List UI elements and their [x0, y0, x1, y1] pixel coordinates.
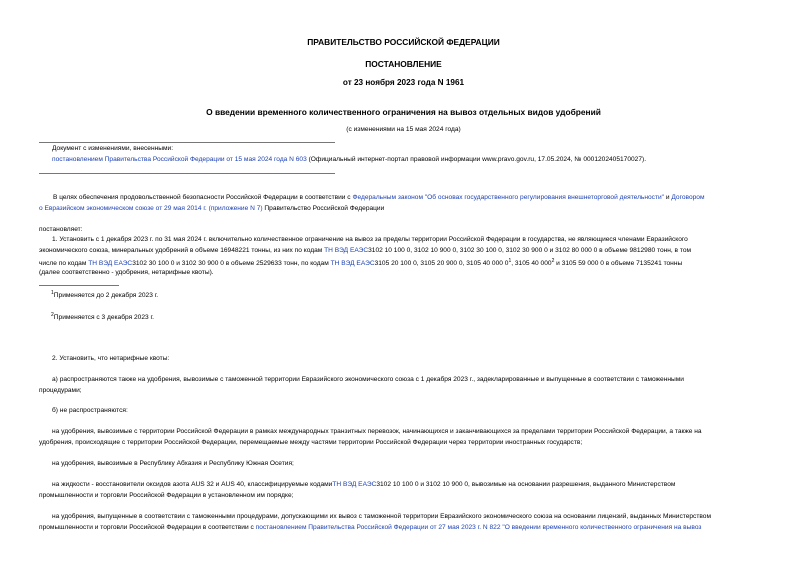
footnote-ref-1[interactable]: 1	[508, 258, 512, 264]
tn-ved-link[interactable]: ТН ВЭД ЕАЭС	[330, 260, 375, 268]
footnote-1	[51, 288, 158, 301]
p1-line2-text: экономического союза, минеральных удобрений в объеме 16948221 тонны, из них по кодам	[39, 247, 325, 254]
p2-b4-line1: на удобрения, выпущенные в соответствии с таможенными процедурами, допускающими их вывоз с таможенной территории Евразийского экономического союза на основании лицензий, выданных Министерством	[52, 513, 712, 520]
p2-b3-text: на жидкости - восстановители оксидов азота AUS 32 и AUS 40, классифицируемые кодами	[52, 481, 333, 488]
p2-b-intro: б) не распространяются:	[52, 407, 128, 414]
government-heading: ПРАВИТЕЛЬСТВО РОССИЙСКОЙ ФЕДЕРАЦИИ	[307, 37, 500, 47]
p1-line3-codes2: 3105 20 100 0, 3105 20 900 0, 3105 40 000 0	[374, 260, 509, 268]
p1-line1: 1. Установить с 1 декабря 2023 г. по 31 мая 2024 г. включительно количественное ограничение на вывоз за пределы территории Российской Федерации в государства, не являющиеся членами Евразийского	[52, 236, 688, 243]
footnote-divider	[39, 285, 119, 286]
p2-b4-text: промышленности и торговли Российской Федерации в соответствии с	[39, 524, 256, 531]
amending-resolution-link[interactable]: постановлением Правительства Российской Федерации от 15 мая 2024 года N 603	[52, 156, 307, 163]
p2-b1-line1: на удобрения, вывозимые с территории Российской Федерации в рамках международных транзитных перевозок, начинающихся и заканчивающихся за пределами территории Российской Федерации, а также на	[52, 428, 702, 435]
footnote-1-text: Применяется до 2 декабря 2023 г.	[53, 292, 159, 300]
p1-line3-codes: 3102 30 100 0 и 3102 30 900 0 в объеме 2529633 тонн, по кодам	[132, 260, 331, 268]
footnote-mark-1: 1	[51, 290, 54, 296]
date-number-heading: от 23 ноября 2023 года N 1961	[342, 78, 465, 87]
preamble-text: В целях обеспечения продовольственной безопасности Российской Федерации в соответствии с	[53, 194, 353, 201]
p1-line2	[39, 245, 691, 256]
preamble-text-and: и	[664, 194, 672, 201]
treaty-link-part1[interactable]: Договором	[671, 194, 705, 201]
federal-law-link[interactable]: Федеральным законом "Об основах государственного регулирования внешнеторговой деятельности"	[352, 194, 665, 201]
p2-intro: 2. Установить, что нетарифные квоты:	[52, 355, 170, 362]
footnote-ref-2[interactable]: 2	[551, 258, 555, 264]
p1-line3-tail: и 3105 59 000 0 в объеме 7135241 тонны	[554, 260, 683, 268]
p2-a-line1: а) распространяются также на удобрения, вывозимые с таможенной территории Евразийского экономического союза с 1 декабря 2023 г., задекларированные и выпущенные в соответствии с таможенными	[52, 376, 684, 383]
p2-b4-line2	[39, 522, 701, 533]
preamble-text-end: Правительство Российской Федерации	[262, 205, 385, 212]
p1-line3-codes3: , 3105 40 000	[511, 260, 552, 268]
document-title: О введении временного количественного ограничения на вывоз отдельных видов удобрений	[206, 107, 601, 117]
changes-line	[52, 154, 646, 165]
p1-line4: (далее соответственно - удобрения, нетарифные квоты).	[39, 269, 214, 276]
footnote-mark-2: 2	[51, 312, 54, 318]
p1-line2-codes: 3102 10 100 0, 3102 10 900 0, 3102 30 100 0, 3102 30 900 0 и 3102 80 000 0 в объеме 9812980 тонн, в том	[368, 247, 692, 254]
p2-a-line2: процедурами;	[39, 387, 82, 394]
tn-ved-link[interactable]: ТН ВЭД ЕАЭС	[332, 481, 377, 488]
treaty-link-part2[interactable]: о Евразийском экономическом союзе от 29 мая 2014 г. (приложение N 7)	[39, 205, 263, 212]
p2-b1-line2: удобрения, происходящие с территории Российской Федерации, перемещаемые между частями территории Российской Федерации через территории иностранных государств;	[39, 439, 583, 446]
p2-b3-line1	[52, 479, 675, 490]
p1-line3-text: числе по кодам	[39, 260, 89, 268]
preamble	[39, 192, 768, 214]
p2-b2: на удобрения, вывозимые в Республику Абхазия и Республику Южная Осетия;	[52, 460, 294, 467]
changes-source: (Официальный интернет-портал правовой информации www.pravo.gov.ru, 17.05.2024, № 0001202405170027).	[306, 156, 647, 163]
tn-ved-link[interactable]: ТН ВЭД ЕАЭС	[88, 260, 133, 268]
changes-label: Документ с изменениями, внесенными:	[52, 145, 174, 152]
amendment-note: (с изменениями на 15 мая 2024 года)	[346, 126, 461, 133]
doc-type-heading: ПОСТАНОВЛЕНИЕ	[365, 59, 442, 69]
tn-ved-link[interactable]: ТН ВЭД ЕАЭС	[324, 247, 369, 254]
footnote-2	[51, 310, 154, 323]
resolution-822-link[interactable]: постановлением Правительства Российской Федерации от 27 мая 2023 г. N 822 "О введении временного количественного ограничения на вывоз	[255, 524, 702, 531]
resolves-word: постановляет:	[39, 226, 83, 233]
p2-b3-codes: 3102 10 100 0 и 3102 10 900 0, вывозимые на основании разрешения, выданного Министерством	[376, 481, 676, 488]
p2-b3-line2: промышленности и торговли Российской Федерации в установленном им порядке;	[39, 492, 294, 499]
bottom-divider	[39, 173, 335, 174]
footnote-2-text: Применяется с 3 декабря 2023 г.	[53, 314, 154, 322]
